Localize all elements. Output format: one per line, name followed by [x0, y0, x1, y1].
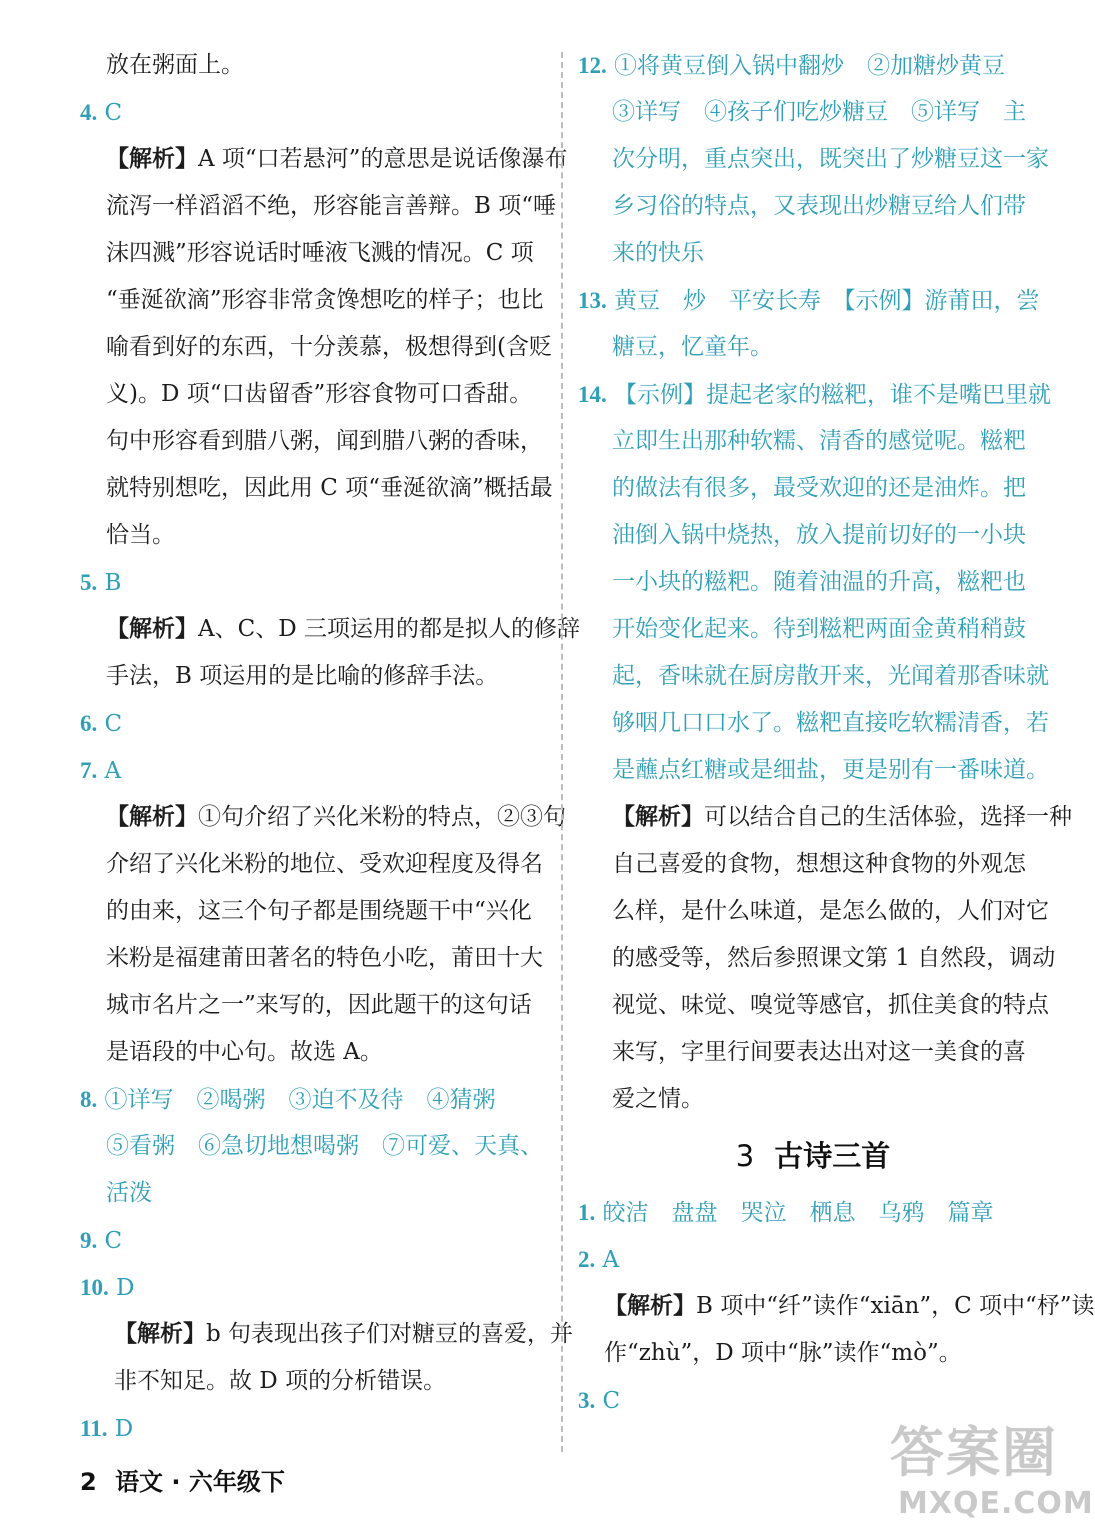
text-line	[80, 1311, 574, 1358]
text-line	[80, 559, 550, 606]
line-text: 油倒入锅中烧热，放入提前切好的一小块	[612, 522, 1026, 548]
line-text: 么样，是什么味道，是怎么做的，人们对它	[612, 898, 1049, 924]
line-text: 可以结合自己的生活体验，选择一种	[704, 804, 1072, 830]
line-text: 自己喜爱的食物，想想这种食物的外观怎	[612, 851, 1026, 877]
question-number: 7.	[80, 758, 98, 783]
line-text: b 句表现出孩子们对糖豆的喜爱，并	[206, 1321, 574, 1347]
line-text: D	[108, 1275, 135, 1301]
line-text: 是蘸点红糖或是细盐，更是别有一番味道。	[612, 757, 1049, 783]
line-text: 喻看到好的东西，十分羡慕，极想得到(含贬	[106, 334, 552, 360]
text-line	[80, 982, 550, 1029]
line-text: 爱之情。	[612, 1086, 704, 1112]
analysis-tag: 【解析】	[106, 146, 198, 172]
analysis-tag: 【解析】	[106, 804, 198, 830]
text-line	[80, 465, 553, 512]
question-number: 4.	[80, 100, 98, 125]
line-text: ③详写 ④孩子们吃炒糖豆 ⑤详写 主	[612, 99, 1026, 125]
text-line	[578, 888, 1048, 935]
text-line	[578, 512, 1048, 559]
text-line	[578, 1076, 1048, 1123]
right-column	[578, 42, 1095, 1424]
text-line	[578, 183, 1048, 230]
line-text: 立即生出那种软糯、清香的感觉呢。糍粑	[612, 428, 1026, 454]
text-line	[80, 1217, 550, 1264]
line-text: A、C、D 三项运用的都是拟人的修辞	[198, 616, 580, 642]
section-title: 古诗三首	[774, 1139, 891, 1173]
text-line	[578, 982, 1048, 1029]
question-number: 9.	[80, 1228, 98, 1253]
line-text: C	[97, 1228, 123, 1254]
line-text: 手法，B 项运用的是比喻的修辞手法。	[106, 663, 499, 689]
line-text: 城市名片之一”来写的，因此题干的这句话	[106, 992, 532, 1018]
page-number: 2	[80, 1468, 97, 1496]
text-line	[80, 136, 568, 183]
question-number: 5.	[80, 570, 98, 595]
line-text: 流泻一样滔滔不绝，形容能言善辩。B 项“唾	[106, 193, 556, 219]
line-text: A 项“口若悬河”的意思是说话像瀑布	[198, 146, 568, 172]
text-line	[578, 136, 1048, 183]
question-number: 12.	[578, 53, 607, 78]
text-line	[578, 1236, 1048, 1283]
text-line	[578, 935, 1056, 982]
text-line	[578, 230, 1048, 277]
line-text: 来写，字里行间要表达出对这一美食的喜	[612, 1039, 1026, 1065]
text-line	[578, 324, 1048, 371]
right-answers-bottom	[578, 1189, 1095, 1424]
text-line	[578, 1283, 1095, 1330]
line-text: A	[97, 758, 122, 784]
text-line	[80, 888, 550, 935]
line-text: 乡习俗的特点，又表现出炒糖豆给人们带	[612, 193, 1026, 219]
line-text: 米粉是福建莆田著名的特色小吃，莆田十大	[106, 945, 543, 971]
page-footer	[80, 1462, 285, 1497]
analysis-tag: 【解析】	[114, 1321, 206, 1347]
question-number: 2.	[578, 1247, 596, 1272]
text-line	[578, 277, 1048, 324]
text-line	[578, 653, 1048, 700]
text-line	[80, 1123, 550, 1170]
line-text: 起，香味就在厨房散开来，光闻着那香味就	[612, 663, 1049, 689]
analysis-tag: 【解析】	[604, 1293, 696, 1319]
line-text: 句中形容看到腊八粥，闻到腊八粥的香味，	[106, 428, 543, 454]
text-line	[80, 512, 550, 559]
line-text: 介绍了兴化米粉的地位、受欢迎程度及得名	[106, 851, 543, 877]
line-text: C	[97, 711, 123, 737]
text-line	[80, 747, 550, 794]
line-text: 放在粥面上。	[106, 52, 244, 78]
line-text: ⑤看粥 ⑥急切地想喝粥 ⑦可爱、天真、	[106, 1133, 543, 1159]
line-text: 【示例】提起老家的糍粑，谁不是嘴巴里就	[606, 382, 1052, 408]
line-text: ①详写 ②喝粥 ③迫不及待 ④猜粥	[97, 1087, 496, 1113]
text-line	[80, 1264, 550, 1311]
line-text: ①将黄豆倒入锅中翻炒 ②加糖炒黄豆	[606, 53, 1006, 79]
text-line	[578, 606, 1048, 653]
section-number: 3	[735, 1139, 755, 1173]
footer-label: 语文 · 六年级下	[115, 1468, 285, 1496]
analysis-tag: 【解析】	[106, 616, 198, 642]
text-line	[80, 1029, 550, 1076]
text-line	[80, 324, 550, 371]
line-text: 的由来，这三个句子都是围绕题干中“兴化	[106, 898, 532, 924]
text-line	[578, 465, 1048, 512]
column-divider	[561, 52, 563, 1452]
left-column	[80, 42, 580, 1452]
text-line	[578, 1189, 1048, 1236]
line-text: 一小块的糍粑。随着油温的升高，糍粑也	[612, 569, 1026, 595]
line-text: B 项中“纤”读作“xiān”，C 项中“杼”读	[696, 1293, 1095, 1319]
line-text: D	[107, 1416, 134, 1442]
text-line	[578, 1029, 1048, 1076]
analysis-tag: 【解析】	[612, 804, 704, 830]
text-line	[80, 653, 550, 700]
line-text: C	[595, 1388, 621, 1414]
right-answers-top	[578, 42, 1072, 1123]
line-text: 活泼	[106, 1180, 152, 1206]
text-line	[80, 700, 550, 747]
line-text: 是语段的中心句。故选 A。	[106, 1039, 383, 1065]
line-text: 来的快乐	[612, 240, 704, 266]
text-line	[80, 89, 550, 136]
section-heading	[578, 1123, 1048, 1189]
question-number: 1.	[578, 1200, 596, 1225]
line-text: ①句介绍了兴化米粉的特点，②③句	[198, 804, 566, 830]
text-line	[578, 700, 1048, 747]
text-line	[80, 183, 556, 230]
line-text: 够咽几口口水了。糍粑直接吃软糯清香，若	[612, 710, 1049, 736]
line-text: 皎洁 盘盘 哭泣 栖息 乌鸦 篇章	[595, 1200, 994, 1226]
text-line	[578, 747, 1048, 794]
line-text: 非不知足。故 D 项的分析错误。	[114, 1368, 447, 1394]
text-line	[578, 89, 1048, 136]
question-number: 14.	[578, 382, 607, 407]
watermark-url: MXQE.COM	[898, 1486, 1094, 1521]
watermark-logo	[880, 1410, 1094, 1530]
line-text: 沫四溅”形容说话时唾液飞溅的情况。C 项	[106, 240, 534, 266]
text-line	[578, 418, 1048, 465]
line-text: 的做法有很多，最受欢迎的还是油炸。把	[612, 475, 1026, 501]
line-text: “垂涎欲滴”形容非常贪馋想吃的样子；也比	[106, 287, 544, 313]
text-line	[80, 935, 550, 982]
line-text: 作“zhù”，D 项中“脉”读作“mò”。	[604, 1340, 962, 1366]
question-number: 11.	[80, 1416, 108, 1441]
text-line	[80, 371, 550, 418]
text-line	[80, 42, 550, 89]
text-line	[578, 559, 1048, 606]
question-number: 6.	[80, 711, 98, 736]
text-line	[578, 794, 1072, 841]
text-line	[80, 1358, 550, 1405]
line-text: 就特别想吃，因此用 C 项“垂涎欲滴”概括最	[106, 475, 553, 501]
text-line	[80, 418, 550, 465]
text-line	[578, 841, 1048, 888]
line-text: A	[595, 1247, 620, 1273]
text-line	[80, 277, 550, 324]
text-line	[80, 1170, 550, 1217]
line-text: C	[97, 100, 123, 126]
line-text: 的感受等，然后参照课文第 1 自然段，调动	[612, 945, 1056, 971]
question-number: 3.	[578, 1388, 596, 1413]
text-line	[80, 606, 580, 653]
text-line	[80, 794, 566, 841]
line-text: 糖豆，忆童年。	[612, 334, 773, 360]
text-line	[80, 841, 550, 888]
question-number: 10.	[80, 1275, 109, 1300]
line-text: 视觉、味觉、嗅觉等感官，抓住美食的特点	[612, 992, 1049, 1018]
line-text: 义)。D 项“口齿留香”形容食物可口香甜。	[106, 381, 533, 407]
text-line	[578, 1330, 1048, 1377]
question-number: 8.	[80, 1087, 98, 1112]
text-line	[80, 1076, 550, 1123]
line-text: B	[97, 570, 122, 596]
line-text: 恰当。	[106, 522, 175, 548]
watermark-text: 答案圈	[890, 1421, 1058, 1484]
line-text: 次分明，重点突出，既突出了炒糖豆这一家	[612, 146, 1049, 172]
line-text: 黄豆 炒 平安长寿 【示例】游莆田，尝	[606, 288, 1040, 314]
text-line	[578, 371, 1052, 418]
text-line	[578, 42, 1048, 89]
line-text: 开始变化起来。待到糍粑两面金黄稍稍鼓	[612, 616, 1026, 642]
question-number: 13.	[578, 288, 607, 313]
text-line	[80, 1405, 550, 1452]
text-line	[80, 230, 550, 277]
